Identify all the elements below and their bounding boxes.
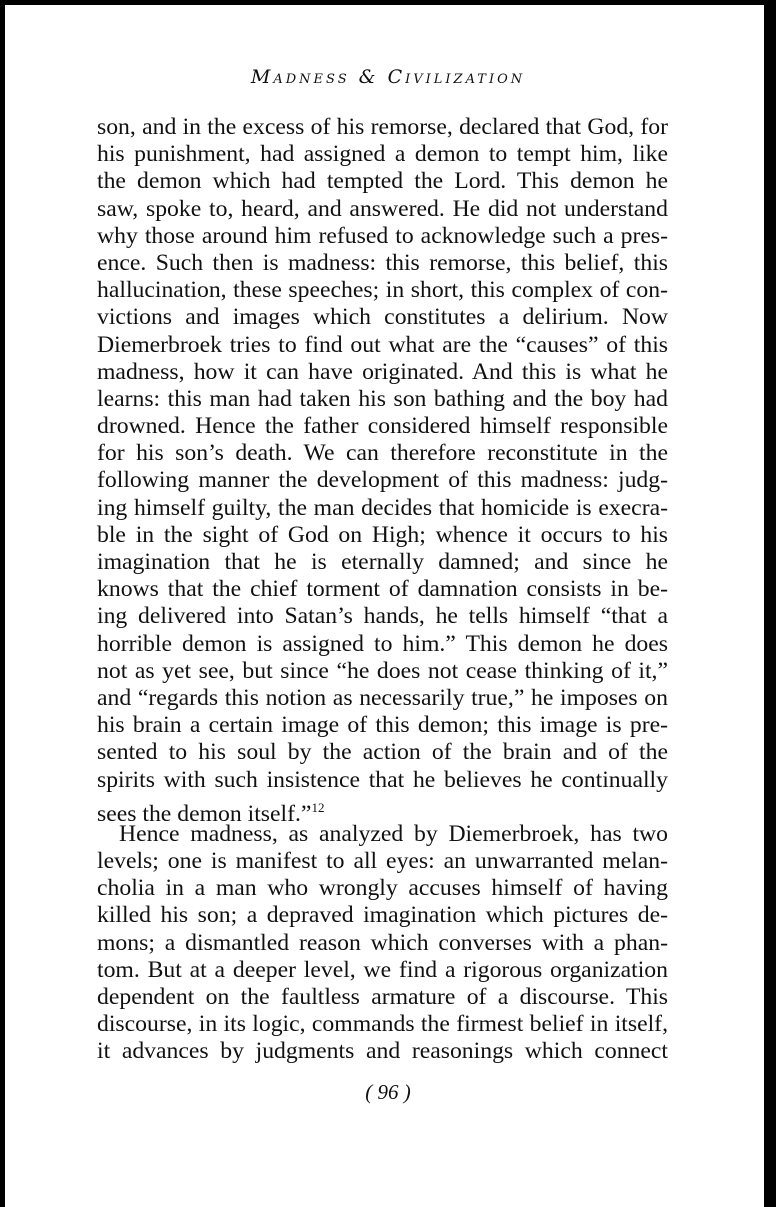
text-line: ble in the sight of God on High; whence it occurs to his: [97, 521, 668, 548]
text-line: it advances by judgments and reasonings which connect: [97, 1038, 668, 1065]
text-line: mons; a dismantled reason which converses with a phan-: [97, 929, 668, 956]
text-line: imagination that he is eternally damned; and since he: [97, 549, 668, 575]
top-edge-rule: [0, 0, 776, 5]
text-line: learns: this man had taken his son bathing and the boy had: [97, 385, 668, 412]
text-line: discourse, in its logic, commands the firmest belief in itself,: [97, 1011, 668, 1038]
text-line: and “regards this notion as necessarily true,” he imposes on: [97, 684, 668, 711]
text-line: victions and images which constitutes a delirium. Now: [97, 304, 668, 331]
text-line: for his son’s death. We can therefore reconstitute in the: [97, 440, 668, 467]
text-line: spirits with such insistence that he believes he continually: [97, 766, 668, 793]
text-line: sented to his soul by the action of the brain and of the: [97, 739, 668, 766]
text-line: cholia in a man who wrongly accuses himself of having: [97, 875, 668, 902]
text-line: why those around him refused to acknowledge such a pres-: [97, 222, 668, 249]
text-line: horrible demon is assigned to him.” This demon he does: [97, 630, 668, 657]
text-line: ing delivered into Satan’s hands, he tells himself “that a: [97, 603, 668, 630]
running-header: Madness & Civilization: [250, 66, 526, 88]
footnote-ref[interactable]: 12: [311, 799, 325, 815]
text-line: drowned. Hence the father considered himself responsible: [97, 413, 668, 440]
text-line: killed his son; a depraved imagination which pictures de-: [97, 902, 668, 929]
text-line: saw, spoke to, heard, and answered. He did not understand: [97, 195, 668, 222]
text-line: his brain a certain image of this demon; this image is pre-: [97, 712, 668, 739]
text-line: dependent on the faultless armature of a discourse. This: [97, 984, 668, 1010]
right-edge-rule: [764, 0, 776, 1207]
text-line: sees the demon itself.”: [97, 800, 312, 827]
text-line: knows that the chief torment of damnation consists in be-: [97, 576, 668, 603]
text-line: ence. Such then is madness: this remorse, this belief, this: [97, 249, 668, 276]
body-text: [97, 114, 668, 1066]
text-line: following manner the development of this madness: judg-: [97, 467, 668, 494]
text-line: the demon which had tempted the Lord. This demon he: [97, 168, 668, 195]
text-line: hallucination, these speeches; in short, this complex of con-: [97, 277, 668, 304]
text-line: tom. But at a deeper level, we find a rigorous organization: [97, 956, 668, 983]
text-line: son, and in the excess of his remorse, declared that God, for: [97, 114, 668, 140]
page-number: ( 96 ): [365, 1080, 411, 1104]
text-line: Hence madness, as analyzed by Diemerbroek, has two: [119, 820, 668, 847]
text-line: madness, how it can have originated. And this is what he: [97, 358, 668, 385]
text-line: ing himself guilty, the man decides that homicide is execra-: [97, 494, 668, 521]
text-line: his punishment, had assigned a demon to tempt him, like: [97, 141, 668, 168]
left-edge-rule: [0, 0, 5, 1207]
text-line: levels; one is manifest to all eyes: an unwarranted melan-: [97, 848, 668, 875]
text-line: Diemerbroek tries to find out what are the “causes” of this: [97, 331, 668, 358]
text-line: not as yet see, but since “he does not cease thinking of it,”: [97, 657, 668, 684]
text-line-last: [97, 794, 668, 827]
